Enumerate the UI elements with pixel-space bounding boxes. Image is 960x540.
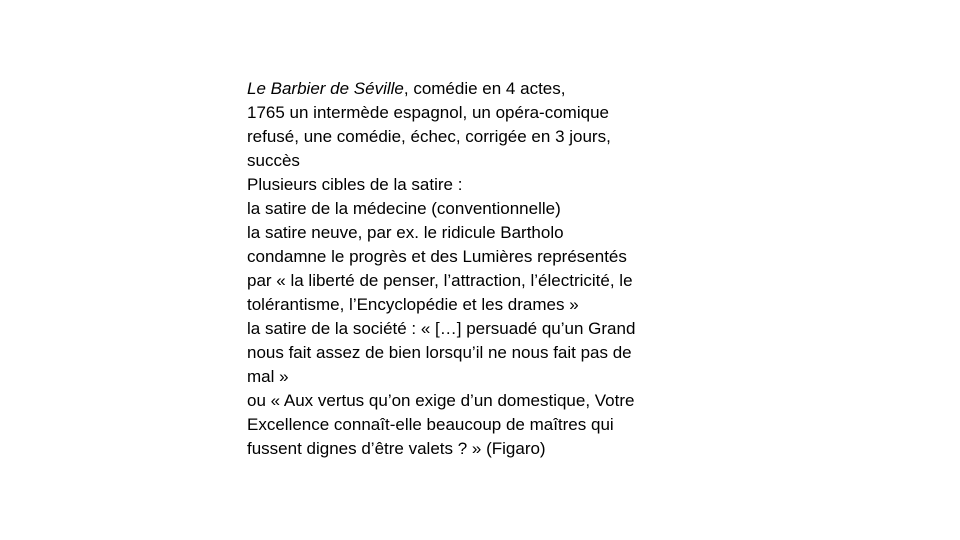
text-line: Plusieurs cibles de la satire :: [247, 175, 463, 194]
text-line: la satire de la médecine (conventionnelle): [247, 199, 561, 218]
text-line: la satire neuve, par ex. le ridicule Bartholo: [247, 223, 564, 242]
text-line: succès: [247, 151, 300, 170]
work-title: Le Barbier de Séville: [247, 79, 404, 98]
text-line: tolérantisme, l’Encyclopédie et les drames »: [247, 295, 579, 314]
text-block: [247, 77, 727, 461]
text-line: la satire de la société : « […] persuadé qu’un Grand: [247, 319, 636, 338]
title-rest: , comédie en 4 actes,: [403, 79, 566, 98]
text-line: ou « Aux vertus qu’on exige d’un domestique, Votre: [247, 391, 635, 410]
text-line: condamne le progrès et des Lumières représentés: [247, 247, 627, 266]
text-line: 1765 un intermède espagnol, un opéra-comique: [247, 103, 609, 122]
text-line: mal »: [247, 367, 289, 386]
text-line: nous fait assez de bien lorsqu’il ne nous fait pas de: [247, 343, 632, 362]
text-line: refusé, une comédie, échec, corrigée en 3 jours,: [247, 127, 611, 146]
text-line: Excellence connaît-elle beaucoup de maîtres qui: [247, 415, 614, 434]
text-line: par « la liberté de penser, l’attraction, l’électricité, le: [247, 271, 633, 290]
text-line: fussent dignes d’être valets ? » (Figaro): [247, 439, 546, 458]
text-line-title: [247, 77, 727, 101]
